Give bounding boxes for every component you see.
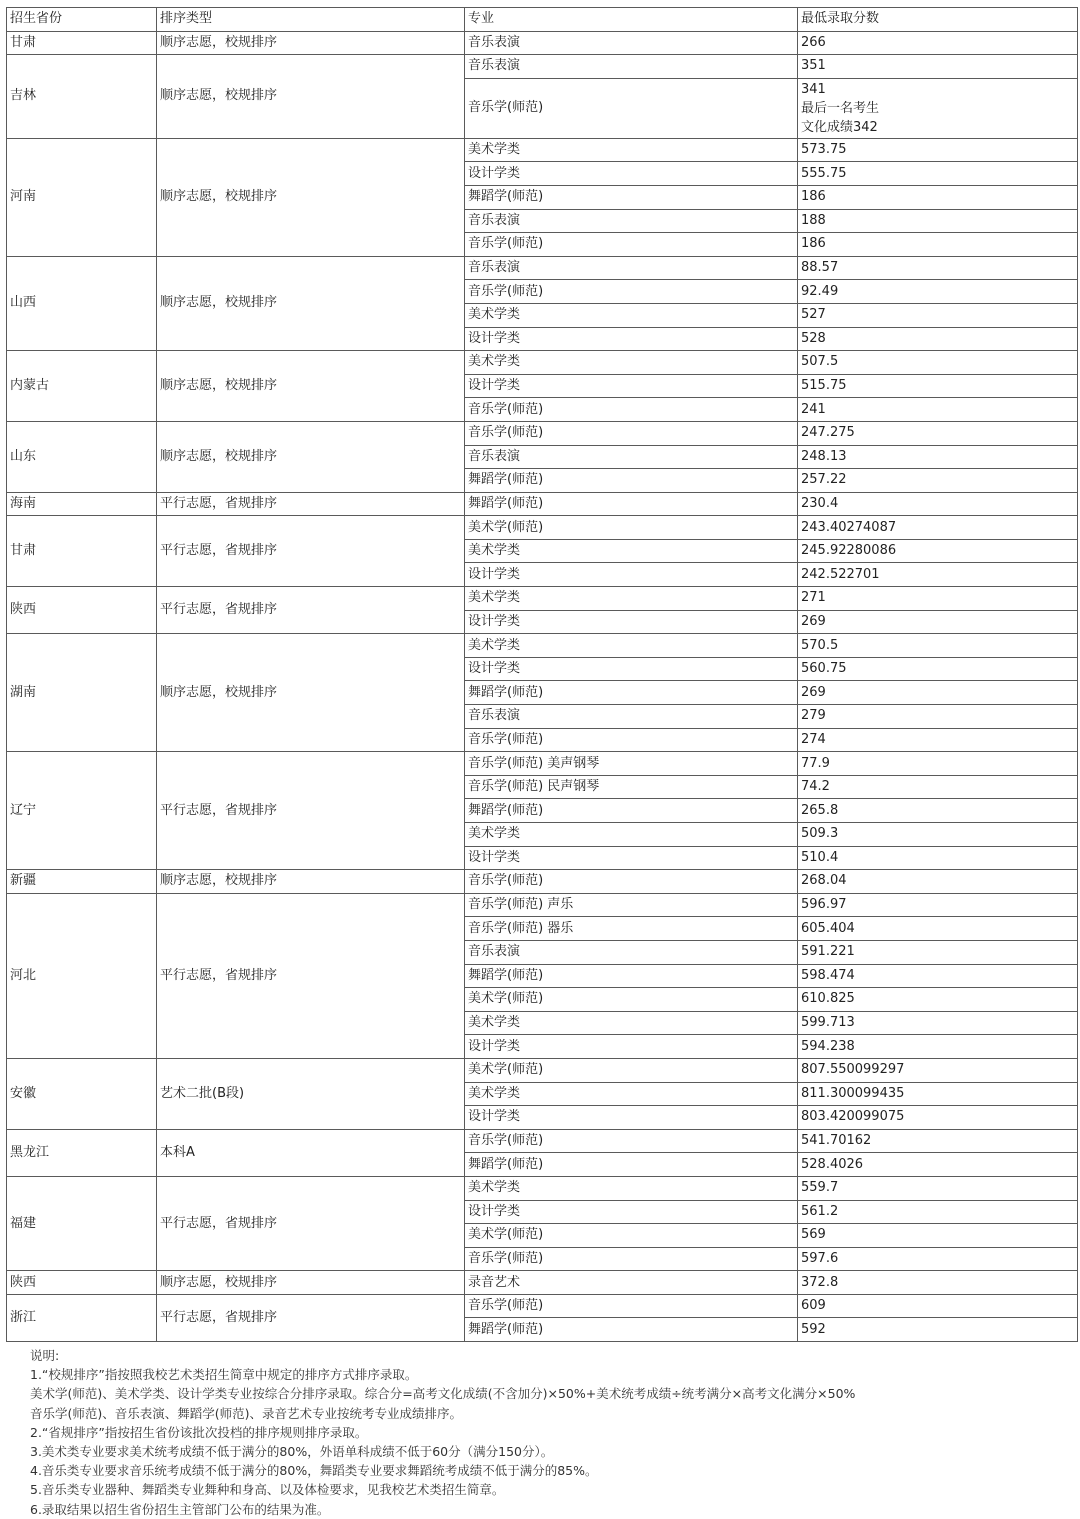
table-row bbox=[7, 893, 1078, 917]
score-cell: 186 bbox=[798, 185, 1078, 209]
score-cell: 510.4 bbox=[798, 846, 1078, 870]
province-cell: 山东 bbox=[7, 421, 157, 492]
sort-type-cell: 顺序志愿，校规排序 bbox=[157, 256, 465, 350]
score-cell: 803.420099075 bbox=[798, 1106, 1078, 1130]
table-row bbox=[7, 1271, 1078, 1295]
score-cell: 269 bbox=[798, 681, 1078, 705]
score-cell: 591.221 bbox=[798, 940, 1078, 964]
score-cell: 609 bbox=[798, 1294, 1078, 1318]
table-row bbox=[7, 587, 1078, 611]
major-cell: 舞蹈学(师范) bbox=[465, 681, 798, 705]
score-cell: 515.75 bbox=[798, 374, 1078, 398]
sort-type-cell: 本科A bbox=[157, 1129, 465, 1176]
sort-type-cell: 平行志愿，省规排序 bbox=[157, 516, 465, 587]
province-cell: 海南 bbox=[7, 492, 157, 516]
province-cell: 陕西 bbox=[7, 587, 157, 634]
header-sort-type: 排序类型 bbox=[157, 8, 465, 32]
province-cell: 新疆 bbox=[7, 870, 157, 894]
score-cell: 559.7 bbox=[798, 1176, 1078, 1200]
major-cell: 美术学类 bbox=[465, 138, 798, 162]
score-cell: 610.825 bbox=[798, 988, 1078, 1012]
major-cell: 美术学类 bbox=[465, 539, 798, 563]
table-row bbox=[7, 351, 1078, 375]
table-row bbox=[7, 634, 1078, 658]
table-row bbox=[7, 516, 1078, 540]
note-line: 美术学(师范)、美术学类、设计学类专业按综合分排序录取。综合分=高考文化成绩(不含加分)×50%+美术统考成绩÷统考满分×高考文化满分×50% bbox=[30, 1386, 856, 1402]
score-cell: 245.92280086 bbox=[798, 539, 1078, 563]
major-cell: 舞蹈学(师范) bbox=[465, 1153, 798, 1177]
score-cell: 528 bbox=[798, 327, 1078, 351]
sort-type-cell: 平行志愿，省规排序 bbox=[157, 1176, 465, 1270]
score-cell: 269 bbox=[798, 610, 1078, 634]
score-cell: 241 bbox=[798, 398, 1078, 422]
major-cell: 舞蹈学(师范) bbox=[465, 492, 798, 516]
major-cell: 美术学类 bbox=[465, 634, 798, 658]
score-cell: 807.550099297 bbox=[798, 1058, 1078, 1082]
major-cell: 音乐学(师范) bbox=[465, 1129, 798, 1153]
table-row bbox=[7, 31, 1078, 55]
table-row bbox=[7, 1294, 1078, 1318]
major-cell: 音乐学(师范) 美声钢琴 bbox=[465, 752, 798, 776]
sort-type-cell: 顺序志愿，校规排序 bbox=[157, 31, 465, 55]
major-cell: 设计学类 bbox=[465, 610, 798, 634]
province-cell: 甘肃 bbox=[7, 31, 157, 55]
score-cell: 528.4026 bbox=[798, 1153, 1078, 1177]
table-body bbox=[7, 31, 1078, 1341]
score-cell: 77.9 bbox=[798, 752, 1078, 776]
major-cell: 音乐学(师范) bbox=[465, 421, 798, 445]
score-cell: 248.13 bbox=[798, 445, 1078, 469]
major-cell: 音乐表演 bbox=[465, 31, 798, 55]
major-cell: 音乐学(师范) bbox=[465, 1294, 798, 1318]
score-cell: 509.3 bbox=[798, 823, 1078, 847]
score-cell: 88.57 bbox=[798, 256, 1078, 280]
major-cell: 音乐学(师范) bbox=[465, 280, 798, 304]
major-cell: 音乐学(师范) bbox=[465, 233, 798, 257]
note-line: 6.录取结果以招生省份招生主管部门公布的结果为准。 bbox=[30, 1501, 330, 1517]
province-cell: 湖南 bbox=[7, 634, 157, 752]
note-line: 1.“校规排序”指按照我校艺术类招生简章中规定的排序方式排序录取。 bbox=[30, 1367, 418, 1383]
header-major: 专业 bbox=[465, 8, 798, 32]
score-cell: 247.275 bbox=[798, 421, 1078, 445]
major-cell: 美术学类 bbox=[465, 1082, 798, 1106]
major-cell: 设计学类 bbox=[465, 327, 798, 351]
score-cell: 507.5 bbox=[798, 351, 1078, 375]
notes-title: 说明: bbox=[30, 1348, 60, 1363]
score-cell: 570.5 bbox=[798, 634, 1078, 658]
note-line: 2.“省规排序”指按招生省份该批次投档的排序规则排序录取。 bbox=[30, 1424, 368, 1440]
score-cell: 560.75 bbox=[798, 657, 1078, 681]
major-cell: 音乐学(师范) bbox=[465, 870, 798, 894]
sort-type-cell: 顺序志愿，校规排序 bbox=[157, 55, 465, 139]
score-cell: 541.70162 bbox=[798, 1129, 1078, 1153]
province-cell: 陕西 bbox=[7, 1271, 157, 1295]
score-cell: 74.2 bbox=[798, 775, 1078, 799]
major-cell: 美术学类 bbox=[465, 351, 798, 375]
major-cell: 舞蹈学(师范) bbox=[465, 799, 798, 823]
score-cell: 92.49 bbox=[798, 280, 1078, 304]
sort-type-cell: 顺序志愿，校规排序 bbox=[157, 138, 465, 256]
table-row bbox=[7, 870, 1078, 894]
major-cell: 美术学(师范) bbox=[465, 988, 798, 1012]
header-min-score: 最低录取分数 bbox=[798, 8, 1078, 32]
header-province: 招生省份 bbox=[7, 8, 157, 32]
sort-type-cell: 顺序志愿，校规排序 bbox=[157, 634, 465, 752]
score-cell: 243.40274087 bbox=[798, 516, 1078, 540]
major-cell: 设计学类 bbox=[465, 657, 798, 681]
table-row bbox=[7, 138, 1078, 162]
major-cell: 音乐表演 bbox=[465, 209, 798, 233]
score-cell: 279 bbox=[798, 705, 1078, 729]
score-cell: 599.713 bbox=[798, 1011, 1078, 1035]
major-cell: 设计学类 bbox=[465, 1200, 798, 1224]
province-cell: 河南 bbox=[7, 138, 157, 256]
score-cell: 351 bbox=[798, 55, 1078, 79]
score-cell: 230.4 bbox=[798, 492, 1078, 516]
province-cell: 安徽 bbox=[7, 1058, 157, 1129]
major-cell: 舞蹈学(师范) bbox=[465, 469, 798, 493]
province-cell: 山西 bbox=[7, 256, 157, 350]
note-line: 音乐学(师范)、音乐表演、舞蹈学(师范)、录音艺术专业按统考专业成绩排序。 bbox=[30, 1405, 463, 1421]
score-cell: 569 bbox=[798, 1224, 1078, 1248]
score-cell: 527 bbox=[798, 303, 1078, 327]
note-line: 4.音乐类专业要求音乐统考成绩不低于满分的80%，舞蹈类专业要求舞蹈统考成绩不低于满分的85%。 bbox=[30, 1463, 598, 1479]
major-cell: 设计学类 bbox=[465, 162, 798, 186]
sort-type-cell: 顺序志愿，校规排序 bbox=[157, 351, 465, 422]
table-row bbox=[7, 256, 1078, 280]
major-cell: 美术学(师范) bbox=[465, 1224, 798, 1248]
score-cell: 186 bbox=[798, 233, 1078, 257]
score-cell: 274 bbox=[798, 728, 1078, 752]
major-cell: 音乐学(师范) bbox=[465, 1247, 798, 1271]
major-cell: 音乐表演 bbox=[465, 445, 798, 469]
table-row bbox=[7, 421, 1078, 445]
major-cell: 舞蹈学(师范) bbox=[465, 185, 798, 209]
major-cell: 设计学类 bbox=[465, 374, 798, 398]
score-cell: 555.75 bbox=[798, 162, 1078, 186]
province-cell: 吉林 bbox=[7, 55, 157, 139]
score-cell: 341 最后一名考生 文化成绩342 bbox=[798, 78, 1078, 138]
note-line: 3.美术类专业要求美术统考成绩不低于满分的80%，外语单科成绩不低于60分（满分150分）。 bbox=[30, 1444, 554, 1460]
score-cell: 592 bbox=[798, 1318, 1078, 1342]
province-cell: 福建 bbox=[7, 1176, 157, 1270]
sort-type-cell: 平行志愿，省规排序 bbox=[157, 587, 465, 634]
score-cell: 257.22 bbox=[798, 469, 1078, 493]
score-cell: 372.8 bbox=[798, 1271, 1078, 1295]
score-cell: 268.04 bbox=[798, 870, 1078, 894]
score-cell: 597.6 bbox=[798, 1247, 1078, 1271]
table-row bbox=[7, 1129, 1078, 1153]
sort-type-cell: 顺序志愿，校规排序 bbox=[157, 1271, 465, 1295]
major-cell: 美术学类 bbox=[465, 303, 798, 327]
major-cell: 美术学类 bbox=[465, 823, 798, 847]
major-cell: 音乐表演 bbox=[465, 256, 798, 280]
major-cell: 音乐学(师范) bbox=[465, 78, 798, 138]
sort-type-cell: 平行志愿，省规排序 bbox=[157, 893, 465, 1058]
major-cell: 音乐表演 bbox=[465, 705, 798, 729]
major-cell: 设计学类 bbox=[465, 1035, 798, 1059]
province-cell: 内蒙古 bbox=[7, 351, 157, 422]
table-row bbox=[7, 492, 1078, 516]
major-cell: 美术学类 bbox=[465, 587, 798, 611]
notes-section bbox=[30, 1346, 1070, 1519]
note-line: 5.音乐类专业器种、舞蹈类专业舞种和身高、以及体检要求，见我校艺术类招生简章。 bbox=[30, 1482, 505, 1498]
major-cell: 设计学类 bbox=[465, 1106, 798, 1130]
major-cell: 音乐学(师范) 声乐 bbox=[465, 893, 798, 917]
province-cell: 甘肃 bbox=[7, 516, 157, 587]
sort-type-cell: 艺术二批(B段) bbox=[157, 1058, 465, 1129]
sort-type-cell: 平行志愿，省规排序 bbox=[157, 492, 465, 516]
major-cell: 美术学类 bbox=[465, 1176, 798, 1200]
table-header-row bbox=[7, 8, 1078, 32]
sort-type-cell: 顺序志愿，校规排序 bbox=[157, 870, 465, 894]
score-cell: 561.2 bbox=[798, 1200, 1078, 1224]
score-cell: 596.97 bbox=[798, 893, 1078, 917]
sort-type-cell: 平行志愿，省规排序 bbox=[157, 1294, 465, 1341]
score-cell: 811.300099435 bbox=[798, 1082, 1078, 1106]
province-cell: 黑龙江 bbox=[7, 1129, 157, 1176]
table-row bbox=[7, 752, 1078, 776]
province-cell: 河北 bbox=[7, 893, 157, 1058]
major-cell: 美术学类 bbox=[465, 1011, 798, 1035]
major-cell: 音乐学(师范) bbox=[465, 398, 798, 422]
score-cell: 266 bbox=[798, 31, 1078, 55]
table-row bbox=[7, 1176, 1078, 1200]
major-cell: 舞蹈学(师范) bbox=[465, 964, 798, 988]
score-cell: 605.404 bbox=[798, 917, 1078, 941]
table-row bbox=[7, 55, 1078, 79]
major-cell: 音乐学(师范) 器乐 bbox=[465, 917, 798, 941]
score-cell: 598.474 bbox=[798, 964, 1078, 988]
major-cell: 音乐学(师范) 民声钢琴 bbox=[465, 775, 798, 799]
province-cell: 辽宁 bbox=[7, 752, 157, 870]
sort-type-cell: 平行志愿，省规排序 bbox=[157, 752, 465, 870]
major-cell: 舞蹈学(师范) bbox=[465, 1318, 798, 1342]
major-cell: 录音艺术 bbox=[465, 1271, 798, 1295]
major-cell: 设计学类 bbox=[465, 563, 798, 587]
admission-score-table bbox=[6, 7, 1078, 1342]
score-cell: 265.8 bbox=[798, 799, 1078, 823]
table-row bbox=[7, 1058, 1078, 1082]
score-cell: 573.75 bbox=[798, 138, 1078, 162]
major-cell: 音乐表演 bbox=[465, 940, 798, 964]
major-cell: 音乐学(师范) bbox=[465, 728, 798, 752]
score-cell: 242.522701 bbox=[798, 563, 1078, 587]
score-cell: 271 bbox=[798, 587, 1078, 611]
score-cell: 594.238 bbox=[798, 1035, 1078, 1059]
major-cell: 美术学(师范) bbox=[465, 516, 798, 540]
major-cell: 设计学类 bbox=[465, 846, 798, 870]
province-cell: 浙江 bbox=[7, 1294, 157, 1341]
major-cell: 美术学(师范) bbox=[465, 1058, 798, 1082]
major-cell: 音乐表演 bbox=[465, 55, 798, 79]
score-cell: 188 bbox=[798, 209, 1078, 233]
sort-type-cell: 顺序志愿，校规排序 bbox=[157, 421, 465, 492]
